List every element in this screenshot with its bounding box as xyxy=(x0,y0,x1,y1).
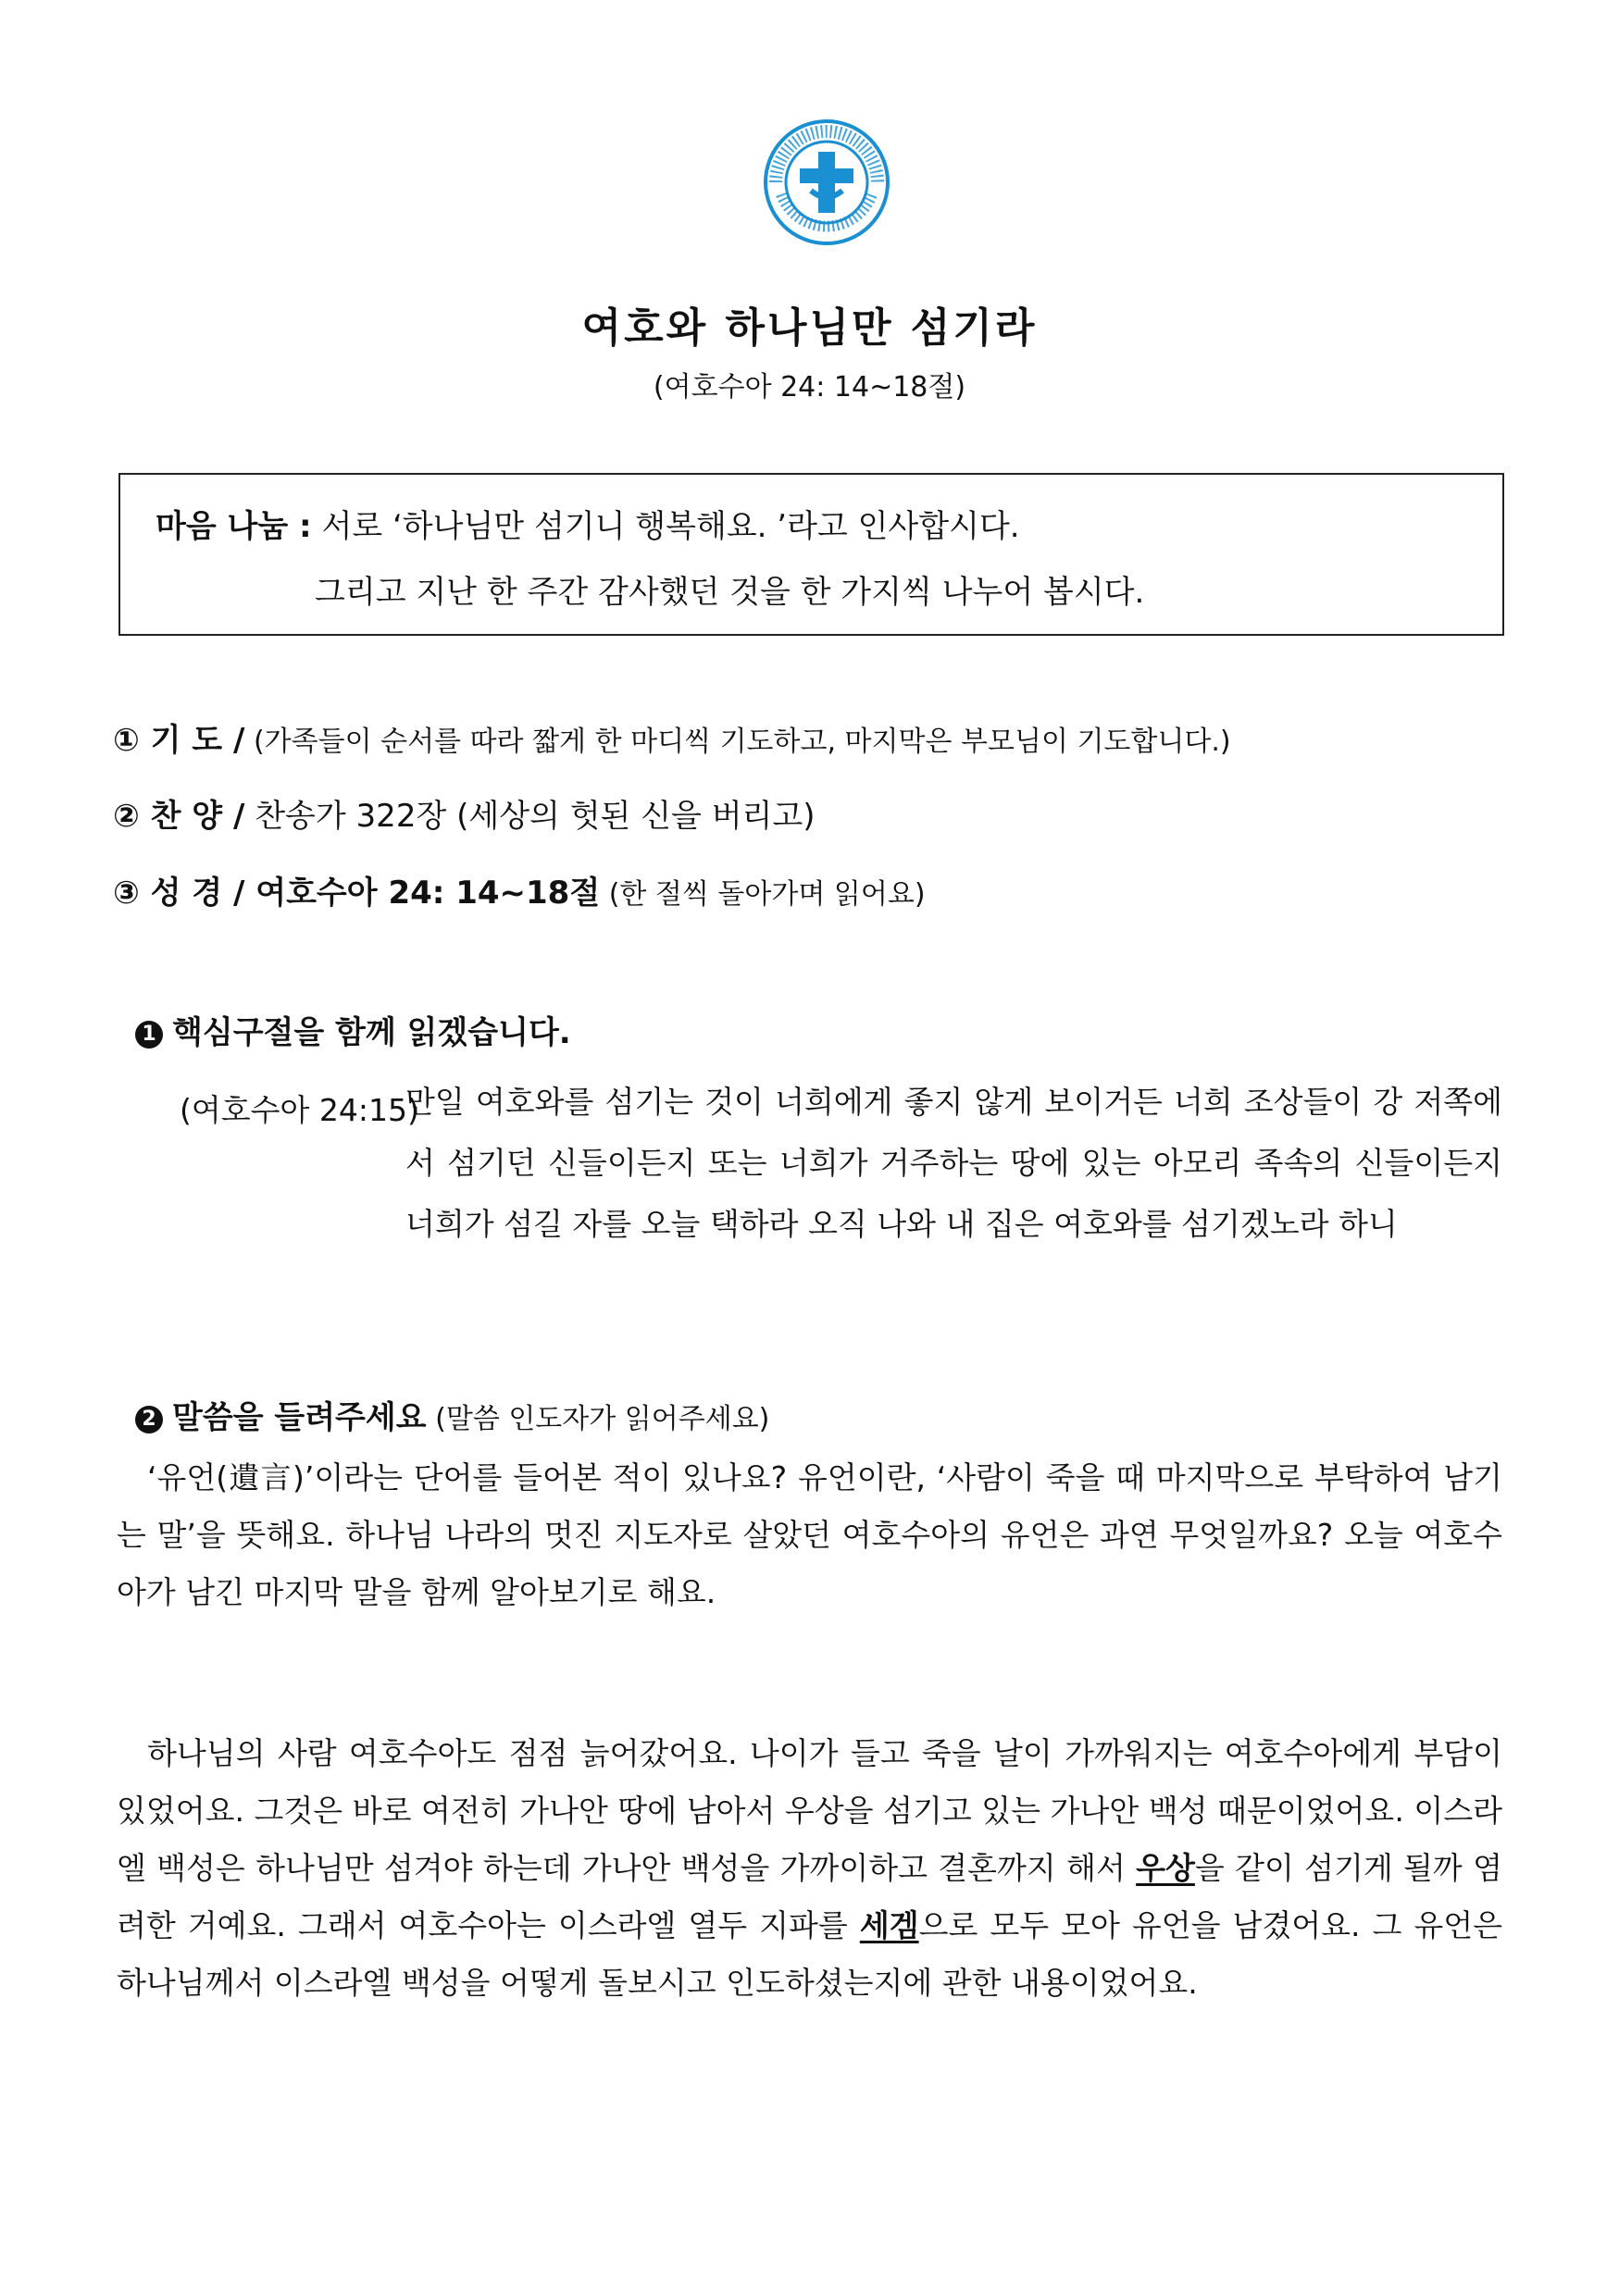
church-seal-icon xyxy=(763,118,890,246)
paragraph-text: ‘유언(遺言)’이라는 단어를 들어본 적이 있나요? 유언이란, ‘사람이 죽을 때 마지막으로 부탁하여 남기는 말’을 뜻해요. 하나님 나라의 멋진 지도자로 살았던 여호수아의 유언은 과연 무엇일까요? 오늘 여호수아가 남긴 마지막 말을 함께 알아보기로 해요. xyxy=(117,1459,1502,1610)
sharing-text-1: 서로 ‘하나님만 섬기니 행복해요. ’라고 인사합시다. xyxy=(321,508,1020,545)
number-marker: 1 xyxy=(135,1021,163,1049)
sharing-label: 마음 나눔 : xyxy=(156,508,312,545)
emphasis-shechem: 세겜 xyxy=(859,1907,919,1943)
sermon-paragraph-1 xyxy=(117,1449,1502,1621)
sermon-title: 말씀을 들려주세요 xyxy=(172,1399,427,1436)
scripture-subtitle: (여호수아 24: 14~18절) xyxy=(653,371,966,403)
order-prayer-head: ① 기 도 / xyxy=(113,722,245,759)
paragraph-segment: 을 같이 섬기게 될까 염려한 거예요. 그래서 여호수아는 이스라엘 열두 지파를 xyxy=(117,1850,1502,1943)
key-verse-reference: (여호수아 24:15) xyxy=(180,1092,419,1128)
paragraph-segment: 하나님의 사람 여호수아도 점점 늙어갔어요. 나이가 들고 죽을 날이 가까워지는 여호수아에게 부담이 있었어요. 그것은 바로 여전히 가나안 땅에 남아서 우상을 섬기고 있는 가나안 백성 때문이었어요. 이스라엘 백성은 하나님만 섬겨야 하는데 가나안 백성을 가까이하고 결혼까지 해서 xyxy=(117,1735,1502,1886)
order-scripture xyxy=(113,875,926,912)
sermon-paragraph-2 xyxy=(117,1725,1502,2012)
order-hymn xyxy=(113,798,816,835)
sharing-line-2: 그리고 지난 한 주간 감사했던 것을 한 가지씩 나누어 봅시다. xyxy=(315,574,1145,611)
order-prayer-text: (가족들이 순서를 따라 짧게 한 마디씩 기도하고, 마지막은 부모님이 기도합니다.) xyxy=(244,726,1231,758)
key-verse-heading xyxy=(135,1014,571,1051)
page-title: 여호와 하나님만 섬기라 xyxy=(581,304,1038,352)
key-verse-text: 만일 여호와를 섬기는 것이 너희에게 좋지 않게 보이거든 너희 조상들이 강 저쪽에서 섬기던 신들이든지 또는 너희가 거주하는 땅에 있는 아모리 족속의 신들이든지 너희가 섬길 자를 오늘 택하라 오직 나와 내 집은 여호와를 섬기겠노라 하니 xyxy=(405,1084,1502,1242)
sermon-heading xyxy=(135,1399,770,1436)
emphasis-idol: 우상 xyxy=(1136,1850,1195,1886)
key-verse-title: 핵심구절을 함께 읽겠습니다. xyxy=(172,1014,571,1051)
paragraph-segment: 으로 모두 모아 유언을 남겼어요. 그 유언은 하나님께서 이스라엘 백성을 어떻게 돌보시고 인도하셨는지에 관한 내용이었어요. xyxy=(117,1907,1502,2001)
order-scripture-text: (한 절씩 돌아가며 읽어요) xyxy=(600,878,926,911)
order-hymn-text: 찬송가 322장 (세상의 헛된 신을 버리고) xyxy=(244,798,816,835)
order-hymn-head: ② 찬 양 / xyxy=(113,798,245,835)
number-marker: 2 xyxy=(135,1406,163,1433)
order-scripture-head: ③ 성 경 / 여호수아 24: 14~18절 xyxy=(113,875,601,912)
church-logo xyxy=(763,118,890,246)
sermon-note: (말씀 인도자가 읽어주세요) xyxy=(426,1403,770,1435)
paragraph-text xyxy=(117,1725,1502,2012)
order-prayer xyxy=(113,722,1231,759)
sharing-line-1 xyxy=(156,508,1020,545)
sharing-box xyxy=(118,473,1504,636)
